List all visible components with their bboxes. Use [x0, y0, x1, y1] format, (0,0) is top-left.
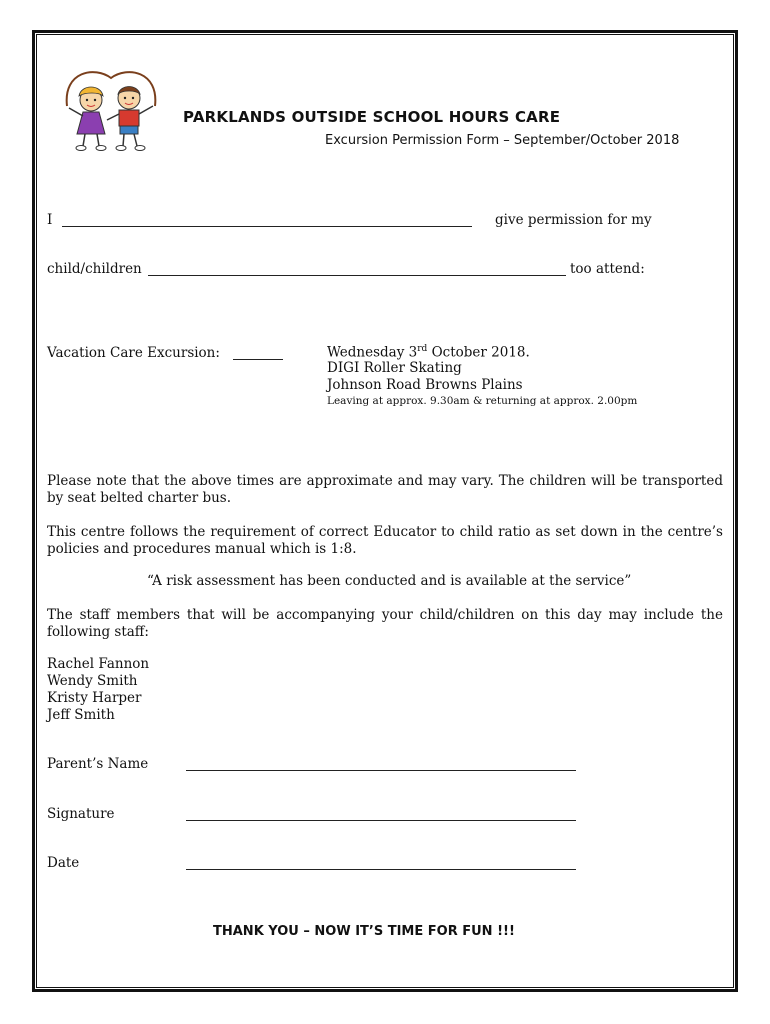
- staff-member: Jeff Smith: [47, 707, 115, 723]
- risk-assessment-note: “A risk assessment has been conducted and is available at the service”: [147, 573, 632, 589]
- signature-field[interactable]: [186, 808, 576, 821]
- parent-name-label: Parent’s Name: [47, 756, 149, 772]
- excursion-tick-field[interactable]: [233, 347, 283, 360]
- give-permission-text: give permission for my: [495, 212, 652, 228]
- i-label: I: [47, 212, 53, 228]
- excursion-activity: DIGI Roller Skating: [327, 360, 462, 376]
- signature-label: Signature: [47, 806, 115, 822]
- staff-intro: The staff members that will be accompanying your child/children on this day may include the following staff:: [47, 607, 723, 640]
- thank-you-footer: THANK YOU – NOW IT’S TIME FOR FUN !!!: [213, 924, 515, 939]
- staff-member: Wendy Smith: [47, 673, 138, 689]
- children-label: child/children: [47, 261, 142, 277]
- excursion-times: Leaving at approx. 9.30am & returning at approx. 2.00pm: [327, 395, 638, 407]
- excursion-location: Johnson Road Browns Plains: [327, 377, 523, 393]
- date-label: Date: [47, 855, 80, 871]
- staff-member: Kristy Harper: [47, 690, 142, 706]
- parent-name-field[interactable]: [186, 758, 576, 771]
- staff-member: Rachel Fannon: [47, 656, 150, 672]
- guardian-name-field[interactable]: [62, 214, 472, 227]
- excursion-label: Vacation Care Excursion:: [47, 345, 220, 361]
- too-attend-text: too attend:: [570, 261, 645, 277]
- date-field[interactable]: [186, 857, 576, 870]
- page-border-inner: [36, 34, 734, 988]
- children-skipping-rope-logo: [55, 66, 167, 154]
- page-title: PARKLANDS OUTSIDE SCHOOL HOURS CARE: [183, 108, 561, 126]
- excursion-date: Wednesday 3rd October 2018.: [327, 344, 530, 361]
- form-subtitle: Excursion Permission Form – September/October 2018: [325, 133, 680, 148]
- children-name-field[interactable]: [148, 263, 566, 276]
- times-note: Please note that the above times are approximate and may vary. The children will be transported by seat belted charter bus.: [47, 473, 723, 506]
- ratio-note: This centre follows the requirement of correct Educator to child ratio as set down in the centre’s policies and procedures manual which is 1:8.: [47, 524, 723, 557]
